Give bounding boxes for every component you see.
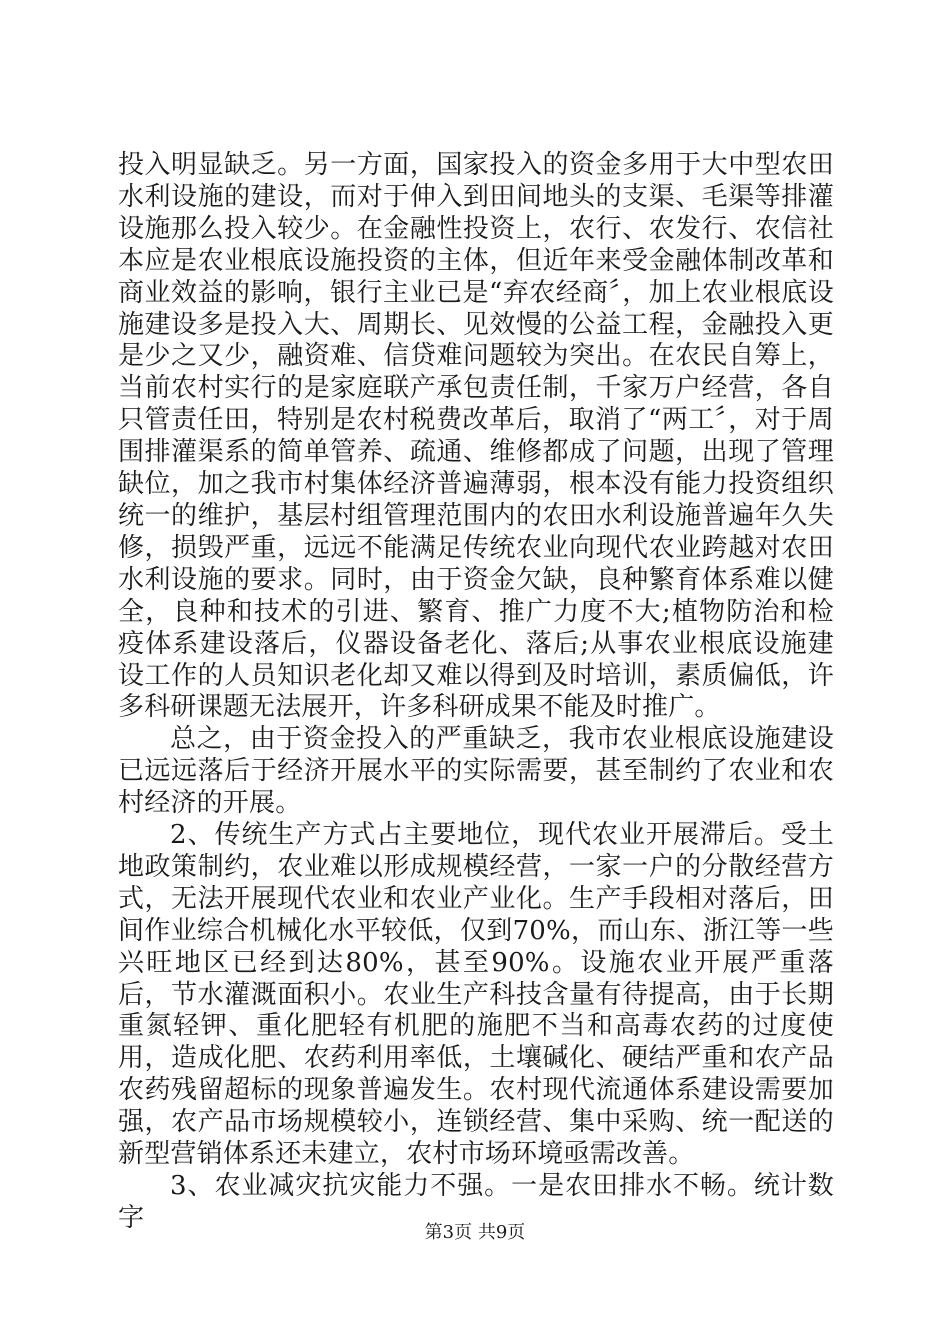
paragraph-disaster-resistance: 3、农业减灾抗灾能力不强。一是农田排水不畅。统计数字 bbox=[118, 1171, 834, 1233]
page-number-footer: 第3页 共9页 bbox=[424, 1222, 526, 1243]
paragraph-summary: 总之，由于资金投入的严重缺乏，我市农业根底设施建设已远远落后于经济开展水平的实际需要，甚至制约了农业和农村经济的开展。 bbox=[118, 724, 834, 819]
paragraph-funding-shortage: 投入明显缺乏。另一方面，国家投入的资金多用于大中型农田水利设施的建设，而对于伸入到田间地头的支渠、毛渠等排灌设施那么投入较少。在金融性投资上，农行、农发行、农信社本应是农业根底设施投资的主体，但近年来受金融体制改革和商业效益的影响，银行主业已是“弃农经商〞，加上农业根底设施建设多是投入大、周期长、见效慢的公益工程，金融投入更是少之又少，融资难、信贷难问题较为突出。在农民自筹上，当前农村实行的是家庭联产承包责任制，千家万户经营，各自只管责任田，特别是农村税费改革后，取消了“两工〞，对于周围排灌渠系的简单管养、疏通、维修都成了问题，出现了管理缺位，加之我市村集体经济普遍薄弱，根本没有能力投资组织统一的维护，基层村组管理范围内的农田水利设施普遍年久失修，损毁严重，远远不能满足传统农业向现代农业跨越对农田水利设施的要求。同时，由于资金欠缺，良种繁育体系难以健全，良种和技术的引进、繁育、推广力度不大;植物防治和检疫体系建设落后，仪器设备老化、落后;从事农业根底设施建设工作的人员知识老化却又难以得到及时培训，素质偏低，许多科研课题无法展开，许多科研成果不能及时推广。 bbox=[118, 150, 834, 723]
document-body bbox=[118, 150, 834, 1235]
paragraph-traditional-production: 2、传统生产方式占主要地位，现代农业开展滞后。受土地政策制约，农业难以形成规模经营，一家一户的分散经营方式，无法开展现代农业和农业产业化。生产手段相对落后，田间作业综合机械化水平较低，仅到70%，而山东、浙江等一些兴旺地区已经到达80%，甚至90%。设施农业开展严重落后，节水灌溉面积小。农业生产科技含量有待提高，由于长期重氮轻钾、重化肥轻有机肥的施肥不当和高毒农药的过度使用，造成化肥、农药利用率低，土壤碱化、硬结严重和农产品农药残留超标的现象普遍发生。农村现代流通体系建设需要加强，农产品市场规模较小，连锁经营、集中采购、统一配送的新型营销体系还未建立，农村市场环境亟需改善。 bbox=[118, 820, 834, 1170]
